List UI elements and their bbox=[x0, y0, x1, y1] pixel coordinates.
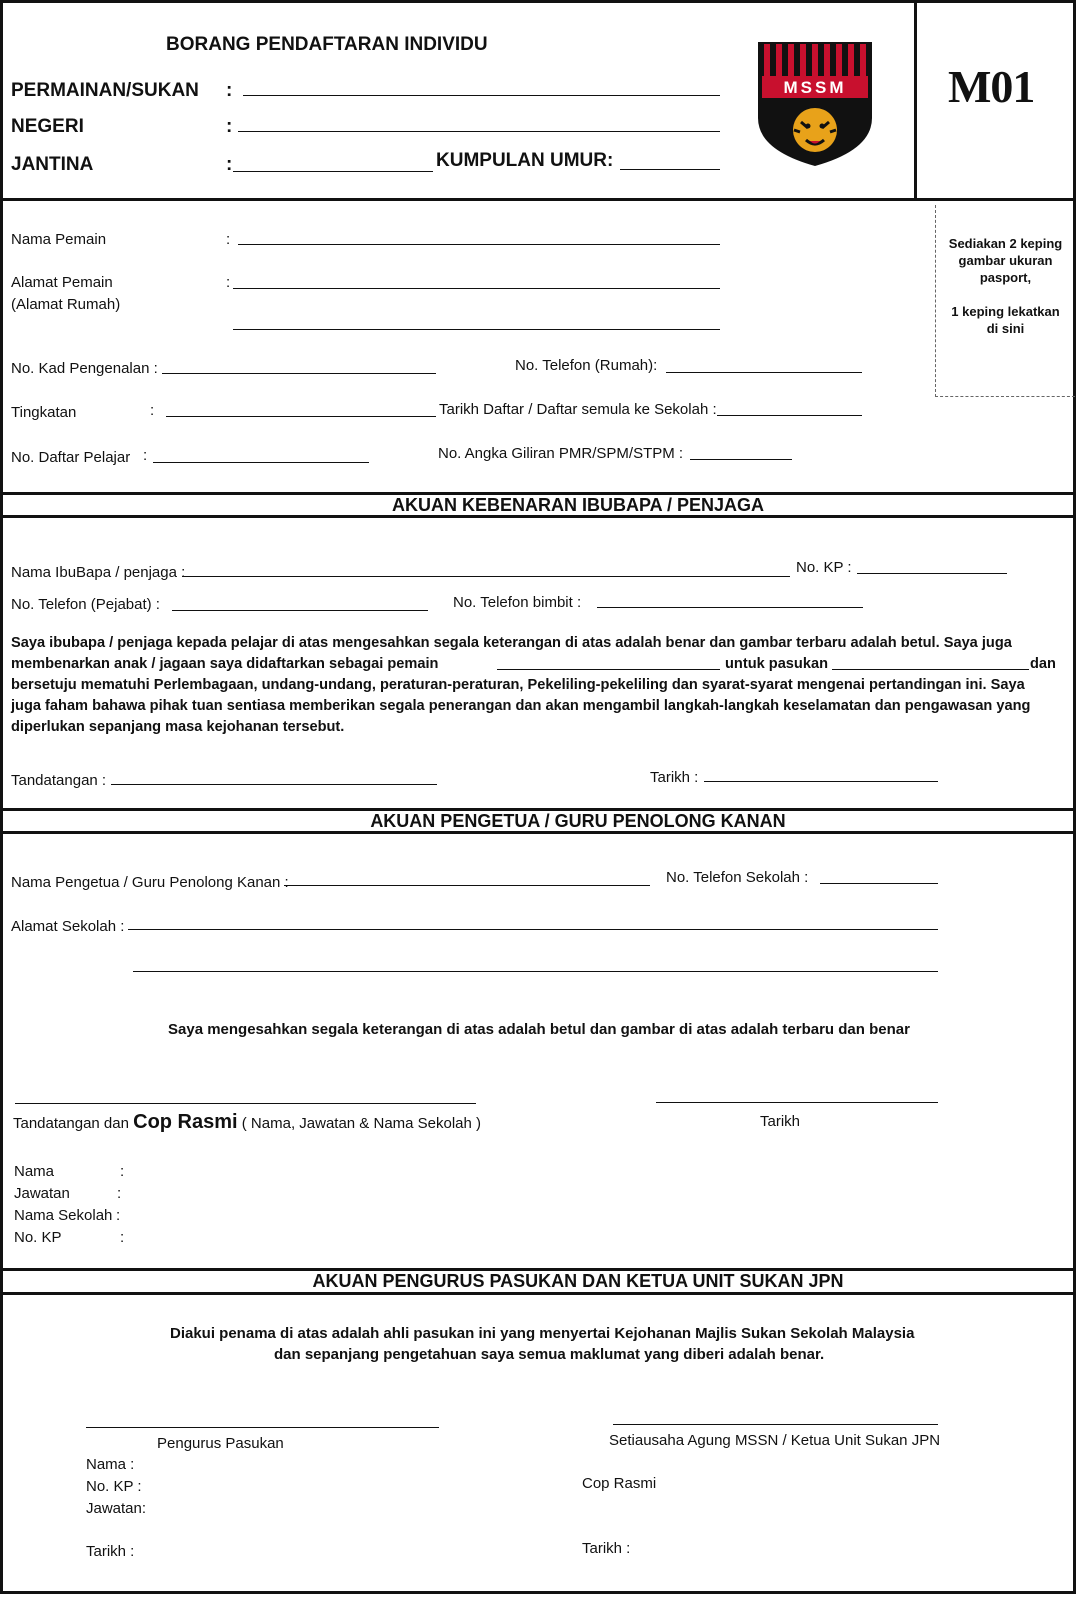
home-phone-input-line[interactable] bbox=[666, 372, 862, 373]
gender-input-line[interactable] bbox=[233, 171, 433, 172]
divider bbox=[0, 198, 1076, 201]
manager-name-field: Nama : bbox=[86, 1456, 135, 1473]
player-address-input-line[interactable] bbox=[233, 288, 720, 289]
form-level-label: Tingkatan bbox=[11, 404, 77, 421]
state-input-line[interactable] bbox=[238, 131, 720, 132]
form-level-input-line[interactable] bbox=[166, 416, 436, 417]
parent-signature-label: Tandatangan : bbox=[11, 772, 107, 789]
secretary-label: Setiausaha Agung MSSN / Ketua Unit Sukan JPN bbox=[609, 1432, 941, 1449]
ic-label: No. Kad Pengenalan : bbox=[11, 360, 158, 377]
school-address-input-line[interactable] bbox=[128, 929, 938, 930]
manager-label: Pengurus Pasukan bbox=[157, 1435, 284, 1452]
colon: : bbox=[226, 116, 233, 137]
colon: : bbox=[226, 154, 233, 175]
declaration-line: juga faham bahawa pihak tuan sentiasa memberikan segala penerangan dan akan mengambil langkah-langkah keselamatan dan pengawasan yang bbox=[11, 698, 1031, 714]
parent-date-input-line[interactable] bbox=[704, 781, 938, 782]
exam-no-input-line[interactable] bbox=[690, 459, 792, 460]
school-address-input-line-2[interactable] bbox=[133, 971, 938, 972]
caption-emphasis: Cop Rasmi bbox=[133, 1111, 238, 1133]
player-address-label: Alamat Pemain bbox=[11, 274, 113, 291]
photo-instruction: pasport, bbox=[979, 270, 1032, 285]
mobile-label: No. Telefon bimbit : bbox=[453, 594, 582, 611]
form-title: BORANG PENDAFTARAN INDIVIDU bbox=[166, 34, 488, 55]
manager-declaration-line-1: Diakui penama di atas adalah ahli pasukan ini yang menyertai Kejohanan Majlis Sukan Sekolah Malaysia bbox=[170, 1325, 915, 1342]
principal-signature-line[interactable] bbox=[15, 1103, 476, 1104]
colon: : bbox=[226, 231, 231, 248]
section-header-parent bbox=[3, 492, 1073, 518]
player-address-input-line-2[interactable] bbox=[233, 329, 720, 330]
declaration-line: diperlukan sepanjang masa kejohanan tersebut. bbox=[11, 719, 345, 735]
age-group-label: KUMPULAN UMUR: bbox=[436, 150, 614, 171]
office-phone-input-line[interactable] bbox=[172, 610, 428, 611]
principal-school-field: Nama Sekolah bbox=[14, 1207, 113, 1224]
passport-photo-box[interactable] bbox=[935, 205, 1075, 397]
parent-date-label: Tarikh : bbox=[650, 769, 699, 786]
parent-name-input-line[interactable] bbox=[182, 576, 790, 577]
photo-instruction: gambar ukuran bbox=[958, 253, 1053, 268]
principal-date-line[interactable] bbox=[656, 1102, 938, 1103]
school-address-label: Alamat Sekolah : bbox=[11, 918, 125, 935]
colon: : bbox=[120, 1163, 125, 1180]
parent-ic-input-line[interactable] bbox=[857, 573, 1007, 574]
section-header-manager bbox=[3, 1268, 1073, 1295]
declaration-line: Saya ibubapa / penjaga kepada pelajar di atas mengesahkan segala keterangan di atas adalah benar dan gambar terbaru adalah betul. Saya juga bbox=[11, 635, 1012, 651]
player-name-input-line[interactable] bbox=[238, 244, 720, 245]
state-label: NEGERI bbox=[11, 116, 84, 137]
mobile-input-line[interactable] bbox=[597, 607, 863, 608]
manager-ic-field: No. KP : bbox=[86, 1478, 142, 1495]
exam-no-label: No. Angka Giliran PMR/SPM/STPM : bbox=[438, 445, 684, 462]
parent-ic-label: No. KP : bbox=[796, 559, 852, 576]
section-title: AKUAN PENGURUS PASUKAN DAN KETUA UNIT SUKAN JPN bbox=[312, 1271, 844, 1291]
colon: : bbox=[226, 80, 233, 101]
photo-instruction: Sediakan 2 keping bbox=[948, 236, 1063, 251]
declaration-text: membenarkan anak / jagaan saya didaftarkan sebagai pemain bbox=[11, 656, 439, 672]
principal-declaration: Saya mengesahkan segala keterangan di atas adalah betul dan gambar di atas adalah terbaru dan benar bbox=[168, 1021, 910, 1038]
sport-label: PERMAINAN/SUKAN bbox=[11, 80, 199, 101]
principal-ic-field: No. KP bbox=[14, 1229, 62, 1246]
player-address-sublabel: (Alamat Rumah) bbox=[11, 296, 121, 313]
declaration-text: dan bbox=[1030, 656, 1056, 672]
colon: : bbox=[120, 1229, 125, 1246]
home-phone-label: No. Telefon (Rumah): bbox=[515, 357, 658, 374]
official-stamp-label: Cop Rasmi bbox=[582, 1475, 657, 1492]
school-phone-label: No. Telefon Sekolah : bbox=[666, 869, 809, 886]
colon: : bbox=[150, 402, 155, 419]
photo-instruction: di sini bbox=[986, 321, 1025, 336]
logo-text: MSSM bbox=[783, 78, 847, 97]
student-no-input-line[interactable] bbox=[153, 462, 369, 463]
secretary-signature-line[interactable] bbox=[613, 1424, 938, 1425]
manager-declaration-line-2: dan sepanjang pengetahuan saya semua maklumat yang diberi adalah benar. bbox=[274, 1346, 825, 1363]
gender-label: JANTINA bbox=[11, 154, 94, 175]
principal-name-label: Nama Pengetua / Guru Penolong Kanan : bbox=[11, 874, 289, 891]
declaration-line bbox=[11, 654, 1061, 675]
declaration-line: bersetuju mematuhi Perlembagaan, undang-undang, peraturan-peraturan, Pekeliling-pekeliling dan syarat-syarat mengenai pertandingan ini. Saya bbox=[11, 677, 1025, 693]
manager-date-label: Tarikh : bbox=[86, 1543, 135, 1560]
school-reg-date-label: Tarikh Daftar / Daftar semula ke Sekolah : bbox=[439, 401, 717, 418]
caption-text: ( Nama, Jawatan & Nama Sekolah ) bbox=[241, 1115, 482, 1132]
manager-signature-line[interactable] bbox=[86, 1427, 439, 1428]
photo-instruction: 1 keping lekatkan bbox=[951, 304, 1060, 319]
team-input-line[interactable] bbox=[832, 669, 1029, 670]
principal-name-input-line[interactable] bbox=[284, 885, 650, 886]
office-phone-label: No. Telefon (Pejabat) : bbox=[11, 596, 160, 613]
divider bbox=[914, 0, 917, 200]
section-title: AKUAN KEBENARAN IBUBAPA / PENJAGA bbox=[391, 495, 765, 515]
form-code: M01 bbox=[948, 61, 1035, 112]
mssm-logo bbox=[756, 40, 874, 168]
school-reg-date-input-line[interactable] bbox=[717, 415, 862, 416]
secretary-date-label: Tarikh : bbox=[582, 1540, 631, 1557]
principal-name-field: Nama bbox=[14, 1163, 55, 1180]
age-group-input-line[interactable] bbox=[620, 169, 720, 170]
principal-signature-caption bbox=[13, 1111, 481, 1134]
section-title: AKUAN PENGETUA / GURU PENOLONG KANAN bbox=[370, 811, 786, 831]
colon: : bbox=[143, 447, 148, 464]
player-name-label: Nama Pemain bbox=[11, 231, 107, 248]
colon: : bbox=[116, 1207, 121, 1224]
colon: : bbox=[226, 274, 231, 291]
principal-position-field: Jawatan bbox=[14, 1185, 70, 1202]
colon: : bbox=[117, 1185, 122, 1202]
school-phone-input-line[interactable] bbox=[820, 883, 938, 884]
caption-text: Tandatangan dan bbox=[13, 1115, 129, 1132]
section-header-principal bbox=[3, 808, 1073, 834]
parent-signature-line[interactable] bbox=[111, 784, 437, 785]
parent-declaration bbox=[11, 633, 1061, 738]
manager-position-field: Jawatan: bbox=[86, 1500, 147, 1517]
player-sport-input-line[interactable] bbox=[497, 669, 720, 670]
student-no-label: No. Daftar Pelajar bbox=[11, 449, 131, 466]
ic-input-line[interactable] bbox=[162, 373, 436, 374]
declaration-text: untuk pasukan bbox=[725, 656, 828, 672]
parent-name-label: Nama IbuBapa / penjaga : bbox=[11, 564, 186, 581]
principal-date-label: Tarikh bbox=[760, 1113, 801, 1130]
sport-input-line[interactable] bbox=[243, 95, 720, 96]
